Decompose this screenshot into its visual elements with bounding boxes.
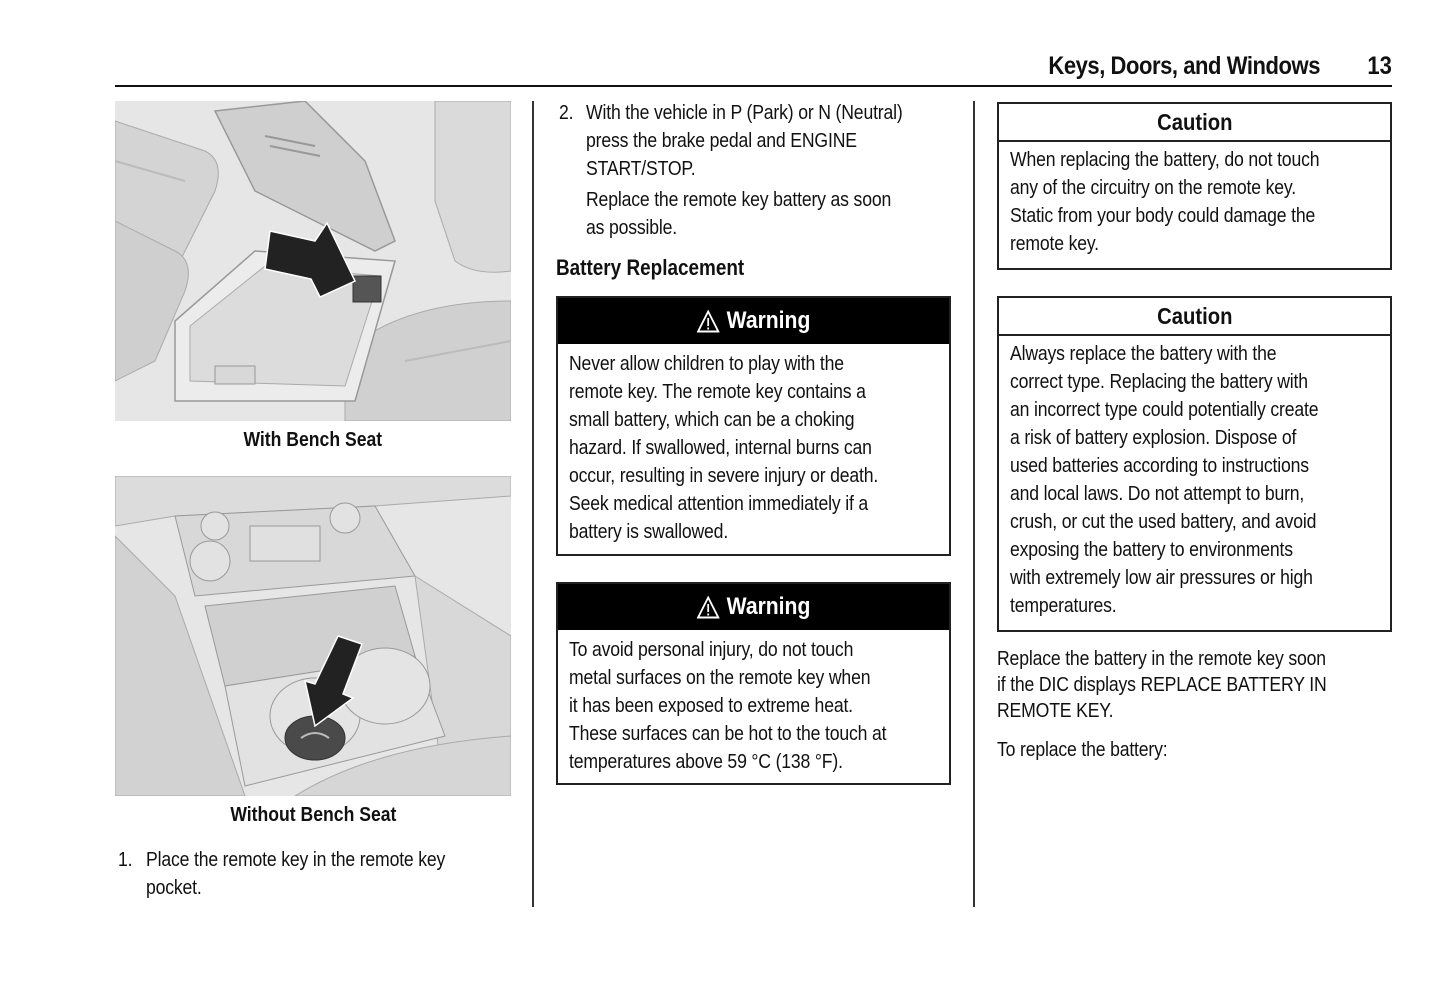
step-2	[559, 99, 959, 189]
caution-title: Caution	[1156, 302, 1233, 329]
page-number: 13	[1367, 52, 1392, 80]
caution-title: Caution	[1156, 108, 1233, 135]
warning-header	[558, 298, 949, 344]
warning-title: Warning	[726, 307, 811, 334]
warning-header	[558, 584, 949, 630]
caution-body: When replacing the battery, do not touch any of the circuitry on the remote key. Static from your body could damage the remote key.	[1010, 148, 1320, 255]
warning-box-2	[556, 582, 951, 785]
step-2-note: Replace the remote key battery as soon as possible.	[586, 188, 892, 239]
warning-body: To avoid personal injury, do not touch metal surfaces on the remote key when it has been exposed to extreme heat. These surfaces can be hot to the touch at temperatures above 59 °C (138 °F).	[569, 638, 887, 773]
column-divider-left	[532, 101, 534, 907]
caution-box-1	[997, 102, 1392, 270]
section-heading-battery-replacement: Battery Replacement	[556, 255, 745, 280]
step-number: 2.	[559, 101, 574, 124]
section-title: Keys, Doors, and Windows	[1048, 52, 1320, 80]
caution-body: Always replace the battery with the correct type. Replacing the battery with an incorrect type could potentially create a risk of battery explosion. Dispose of used batteries according to instructions and local laws. Do not attempt to burn, crush, or cut the used battery, and avoid exposing the battery to environments with extremely low air pressures or high temperatures.	[1010, 342, 1319, 617]
caution-header	[999, 298, 1390, 336]
header-rule	[115, 85, 1392, 87]
step-text: Place the remote key in the remote key pocket.	[146, 848, 446, 899]
warning-box-1	[556, 296, 951, 556]
warning-triangle-icon	[697, 596, 720, 619]
column-divider-right	[973, 101, 975, 907]
caution-box-2	[997, 296, 1392, 632]
figure-caption-without-bench-seat: Without Bench Seat	[229, 804, 397, 826]
illustration-with-bench-seat	[115, 101, 511, 421]
illustration-without-bench-seat	[115, 476, 511, 796]
warning-triangle-icon	[697, 310, 720, 333]
figure-caption-with-bench-seat: With Bench Seat	[243, 429, 383, 451]
step-text: With the vehicle in P (Park) or N (Neutral) press the brake pedal and ENGINE START/STOP.	[586, 101, 903, 180]
step-number: 1.	[118, 848, 133, 871]
paragraph-to-replace: To replace the battery:	[997, 738, 1168, 761]
step-1	[118, 846, 528, 906]
warning-title: Warning	[726, 593, 811, 620]
warning-body: Never allow children to play with the remote key. The remote key contains a small battery, which can be a choking hazard. If swallowed, internal burns can occur, resulting in severe injury or death. Seek medical attention immediately if a battery is swallowed.	[569, 352, 879, 543]
caution-header	[999, 104, 1390, 142]
paragraph-dic-message: Replace the battery in the remote key soon if the DIC displays REPLACE BATTERY IN REMOTE KEY.	[997, 647, 1327, 722]
